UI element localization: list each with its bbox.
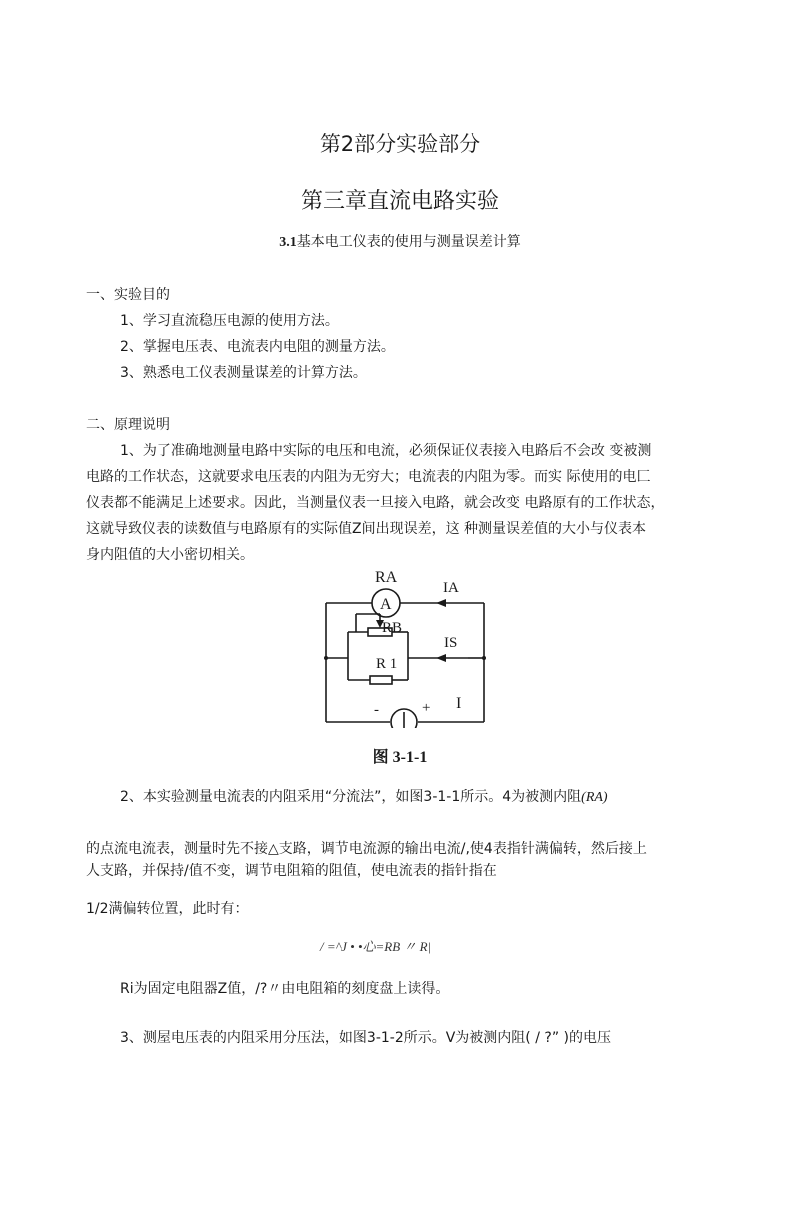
section-number: 3.1 <box>279 235 297 250</box>
label-i: I <box>456 695 462 712</box>
is-arrow <box>436 654 446 662</box>
label-ammeter: A <box>380 596 392 613</box>
figure-caption: 图 3-1-1 <box>372 749 428 766</box>
purpose-item: 3、熟悉电工仪表测量谋差的计算方法。 <box>120 365 367 381</box>
circuit-diagram <box>318 562 490 728</box>
label-ra: RA <box>375 569 398 586</box>
principle-line: 仪表都不能满足上述要求。因此，当测量仪表一旦接入电路，就会改变 电路原有的工作状态， <box>86 495 665 511</box>
chapter-title: 第三章直流电路实验 <box>300 189 499 214</box>
principle-heading: 二、原理说明 <box>86 417 170 433</box>
label-r1: R 1 <box>376 656 398 672</box>
section-title-text: 基本电工仪表的使用与测量误差计算 <box>296 234 521 250</box>
principle-p2-ra: (RA) <box>581 790 608 805</box>
formula: / =^J • •心=RB 〃 R| <box>320 939 432 954</box>
ia-arrow <box>436 599 446 607</box>
purpose-heading: 一、实验目的 <box>86 287 170 303</box>
label-is: IS <box>444 635 458 651</box>
principle-line: 这就导致仪表的读数值与电路原有的实际值Z间出现误差，这 种测量误差值的大小与仪表本 <box>86 521 647 537</box>
principle-line: 人支路，并保持/值不变，调节电阻箱的阻值，使电流表的指针指在 <box>86 863 497 879</box>
principle-p3: Ri为固定电阻器Z值，/?〃由电阻箱的刻度盘上读得。 <box>120 981 450 997</box>
principle-p4: 3、测屋电压表的内阻采用分压法，如图3-1-2所示。V为被测内阻( / ?” )的电压 <box>120 1030 611 1046</box>
principle-line: 1、为了准确地测量电路中实际的电压和电流，必须保证仪表接入电路后不会改 变被测 <box>120 443 652 459</box>
principle-line: 1/2满偏转位置，此时有： <box>86 901 249 917</box>
r1-resistor <box>370 676 392 684</box>
label-rb: RB <box>382 620 403 636</box>
principle-p2 <box>120 786 608 806</box>
purpose-item: 2、掌握电压表、电流表内电阻的测量方法。 <box>120 339 395 355</box>
principle-line: 的点流电流表，测量时先不接△支路，调节电流源的输出电流/,使4表指针满偏转，然后接上 <box>86 841 647 857</box>
label-minus: - <box>374 702 379 718</box>
label-plus: + <box>422 700 431 716</box>
section-title <box>0 231 800 251</box>
part-title: 第2部分实验部分 <box>319 132 481 156</box>
principle-line: 身内阻值的大小密切相关。 <box>86 547 254 563</box>
principle-p2-main: 2、本实验测量电流表的内阻采用“分流法”，如图3-1-1所示。4为被测内阻 <box>120 789 582 805</box>
label-ia: IA <box>443 580 459 596</box>
principle-line: 电路的工作状态，这就要求电压表的内阻为无穷大；电流表的内阻为零。而实 际使用的电匚 <box>86 469 651 485</box>
purpose-item: 1、学习直流稳压电源的使用方法。 <box>120 313 339 329</box>
